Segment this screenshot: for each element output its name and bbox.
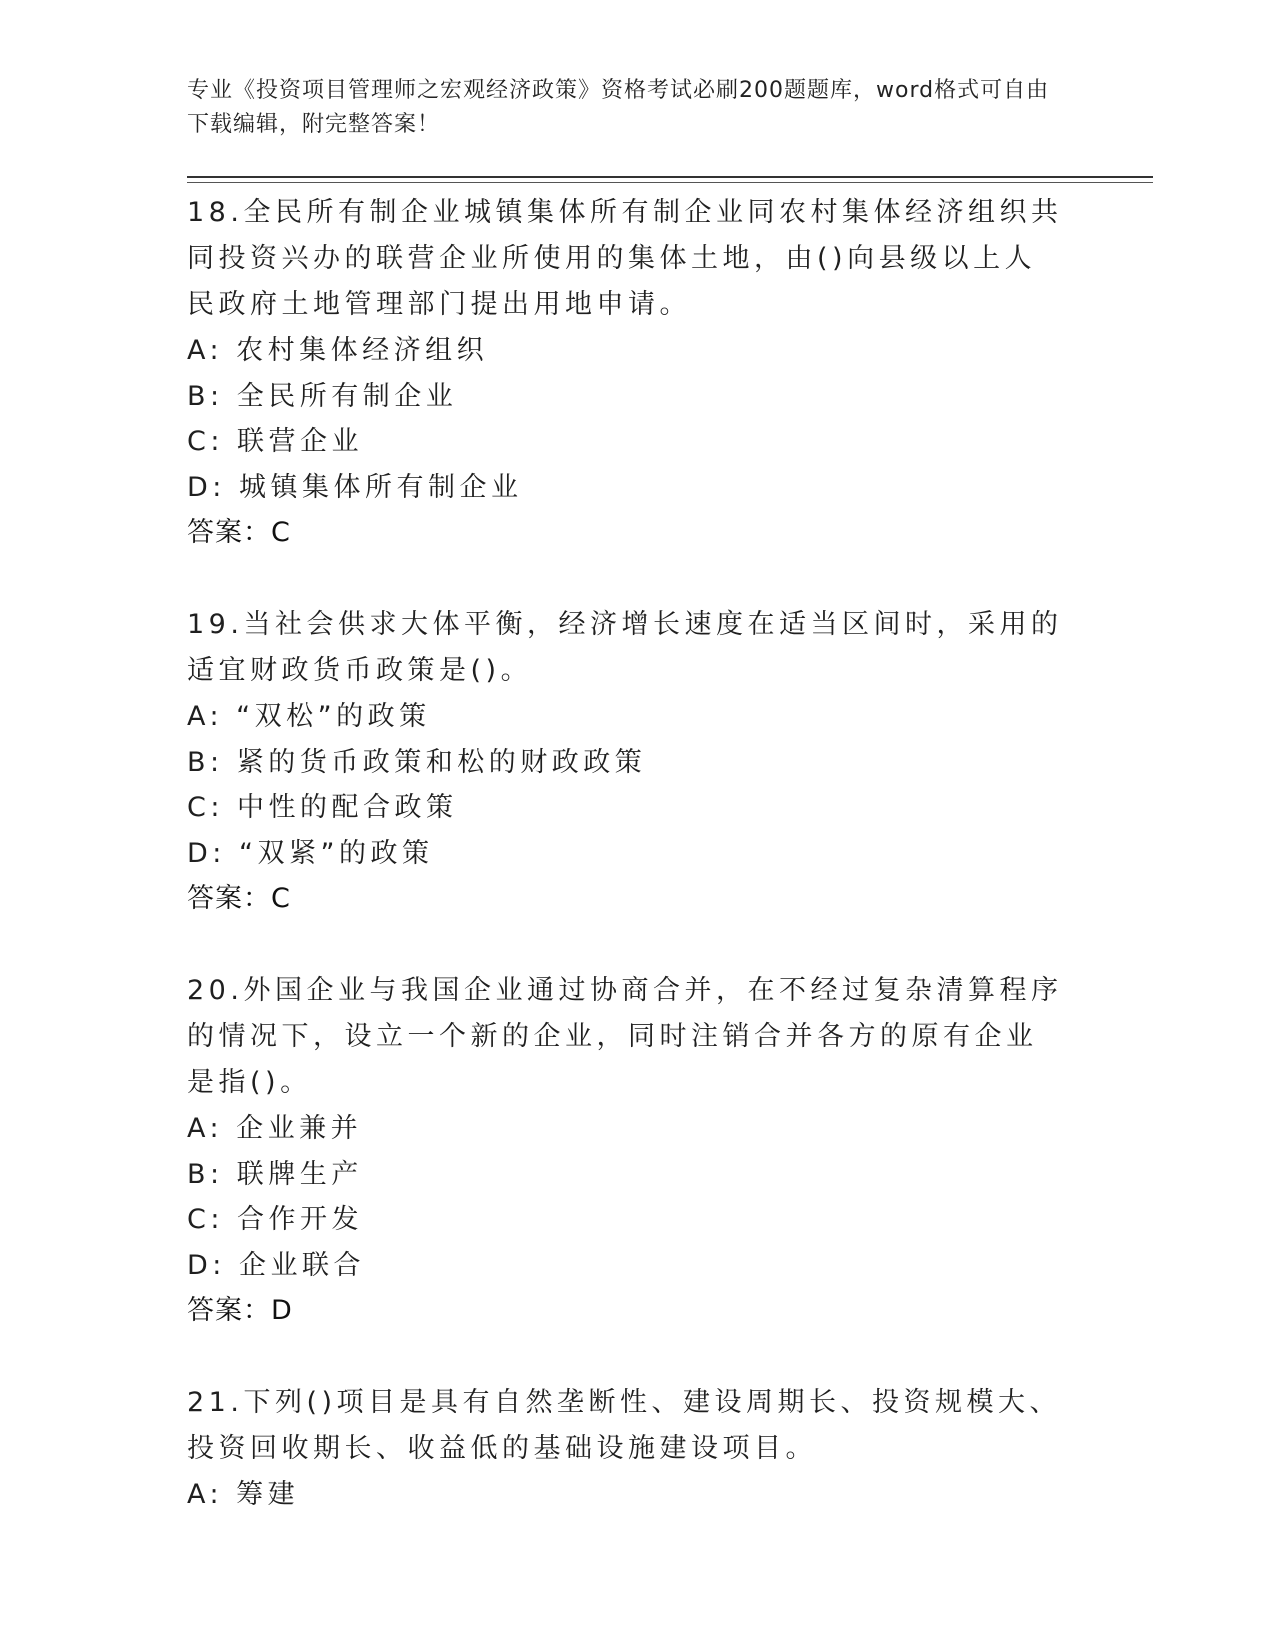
option-b: B: 紧的货币政策和松的财政政策 [187,746,647,778]
question-20 [187,968,1067,1334]
document-header: 专业《投资项目管理师之宏观经济政策》资格考试必刷200题题库，word格式可自由下载编辑，附完整答案！ [187,78,1050,137]
answer-line: 答案：D [187,1295,293,1326]
option-a: A: 农村集体经济组织 [187,335,489,366]
option-d: D: 企业联合 [187,1249,365,1281]
option-a: A: 企业兼并 [187,1113,363,1144]
option-a: A: “双松”的政策 [187,701,431,732]
option-a: A: 筹建 [187,1479,300,1510]
header-divider-thick [187,176,1153,178]
option-c: C: 联营企业 [187,426,364,457]
question-stem: 20.外国企业与我国企业通过协商合并，在不经过复杂清算程序的情况下，设立一个新的企业，同时注销合并各方的原有企业是指()。 [187,975,1063,1098]
option-b: B: 联牌生产 [187,1158,363,1190]
option-c: C: 合作开发 [187,1204,364,1235]
question-21 [187,1380,1067,1518]
question-list [187,190,1067,1564]
option-c: C: 中性的配合政策 [187,792,458,823]
header-divider-thin [187,182,1153,183]
question-stem: 19.当社会供求大体平衡，经济增长速度在适当区间时，采用的适宜财政货币政策是()。 [187,609,1063,686]
option-d: D: 城镇集体所有制企业 [187,471,523,503]
question-19 [187,602,1067,922]
question-18 [187,190,1067,556]
question-stem: 18.全民所有制企业城镇集体所有制企业同农村集体经济组织共同投资兴办的联营企业所使用的集体土地，由()向县级以上人民政府土地管理部门提出用地申请。 [187,197,1063,320]
option-d: D: “双紧”的政策 [187,837,434,869]
option-b: B: 全民所有制企业 [187,380,458,412]
answer-line: 答案：C [187,883,291,914]
answer-line: 答案：C [187,517,291,548]
question-stem: 21.下列()项目是具有自然垄断性、建设周期长、投资规模大、投资回收期长、收益低的基础设施建设项目。 [187,1387,1062,1464]
